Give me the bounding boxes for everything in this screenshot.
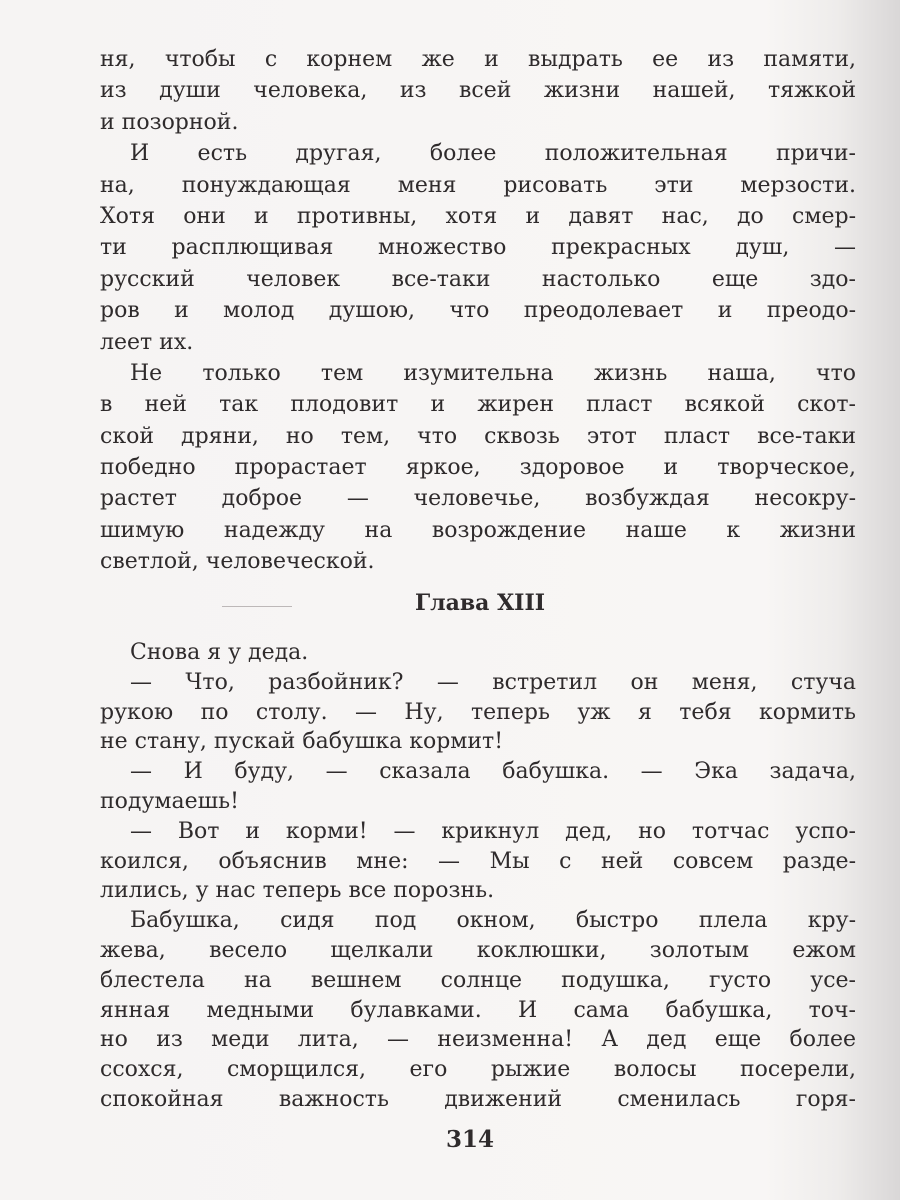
text-line: — Что, разбойник? — встретил он меня, стуча (130, 669, 856, 695)
text-line: растет доброе — человечье, возбуждая несокру- (100, 486, 856, 512)
text-line: жева, весело щелкали коклюшки, золотым ежом (100, 937, 856, 963)
paragraph (100, 757, 856, 817)
text-line: в ней так плодовит и жирен пласт всякой скот- (100, 392, 856, 418)
text-line: лились, у нас теперь все порознь. (100, 878, 495, 904)
text-line: блестела на вешнем солнце подушка, густо усе- (100, 967, 856, 993)
text-line: не стану, пускай бабушка кормит! (100, 729, 504, 755)
text-line: янная медными булавками. И сама бабушка, точ- (100, 997, 856, 1023)
text-line: и позорной. (100, 109, 239, 135)
text-line: но из меди лита, — неизменна! А дед еще более (100, 1027, 856, 1053)
text-line: из души человека, из всей жизни нашей, тяжкой (100, 78, 856, 104)
text-line: ров и молод душою, что преодолевает и преодо- (100, 298, 856, 324)
text-line: — Вот и корми! — крикнул дед, но тотчас успо- (130, 818, 856, 844)
text-line: Снова я у деда. (130, 640, 309, 665)
text-line: коился, объяснив мне: — Мы с ней совсем разде- (100, 848, 856, 874)
paragraph (100, 668, 856, 757)
text-line: Хотя они и противны, хотя и давят нас, до смер- (100, 203, 856, 229)
text-line: леет их. (100, 329, 194, 355)
text-line: ня, чтобы с корнем же и выдрать ее из памяти, (100, 47, 856, 72)
text-line: шимую надежду на возрождение наше к жизни (100, 517, 856, 543)
text-line: Не только тем изумительна жизнь наша, что (130, 360, 856, 386)
text-line: Бабушка, сидя под окном, быстро плела кру- (130, 908, 856, 934)
text-line: на, понуждающая меня рисовать эти мерзости. (100, 172, 856, 198)
text-line: ссохся, сморщился, его рыжие волосы посерели, (100, 1057, 856, 1083)
text-line: победно прорастает яркое, здоровое и творческое, (100, 455, 856, 481)
paragraph (100, 44, 856, 138)
text-line: ской дряни, но тем, что сквозь этот пласт все-таки (100, 423, 856, 449)
text-section-chapter-13 (100, 638, 856, 1115)
text-line: русский человек все-таки настолько еще здо- (100, 266, 856, 292)
paragraph (100, 358, 856, 578)
paragraph (100, 906, 856, 1115)
paragraph (100, 817, 856, 906)
page-number: 314 (445, 1126, 494, 1153)
text-line: спокойная важность движений сменилась горя- (100, 1086, 856, 1112)
text-line: ти расплющивая множество прекрасных душ, — (100, 235, 856, 261)
text-section-before-chapter (100, 44, 856, 578)
chapter-heading: Глава XIII (414, 590, 546, 616)
text-line: подумаешь! (100, 788, 239, 814)
paragraph (100, 138, 856, 358)
text-line: рукою по столу. — Ну, теперь уж я тебя кормить (100, 699, 856, 725)
text-line: — И буду, — сказала бабушка. — Эка задача, (130, 759, 856, 785)
text-line: светлой, человеческой. (100, 549, 375, 575)
text-line: И есть другая, более положительная причи- (130, 141, 856, 167)
paragraph (100, 638, 856, 668)
